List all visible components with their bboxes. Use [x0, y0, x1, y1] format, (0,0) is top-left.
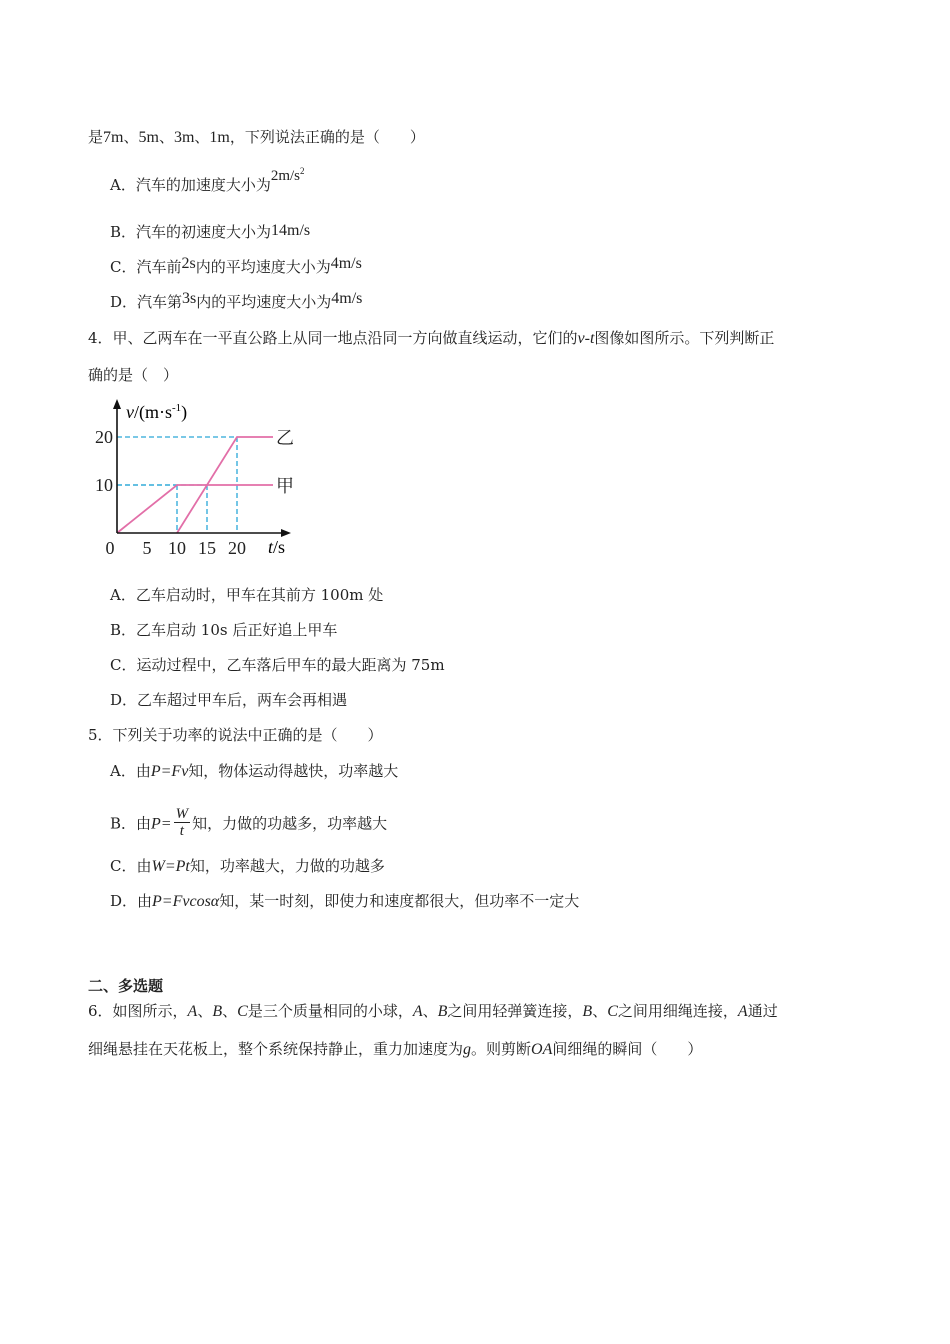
series-label-0: 甲	[276, 476, 294, 496]
q3-option-d-text-1: D．汽车第	[110, 293, 183, 311]
q3-stem-prefix: 是	[88, 128, 104, 146]
vt-chart	[90, 398, 310, 563]
q4-stem-vt: v-t	[577, 330, 595, 347]
y-tick-label-0: 10	[95, 475, 113, 495]
q3-option-a-unit: 2m/s	[270, 168, 301, 184]
q3-sep-3: 、	[194, 128, 210, 146]
q3-option-a-text: A．汽车的加速度大小为	[110, 176, 271, 194]
q3-option-d[interactable]	[110, 292, 362, 313]
q6-ball-a-3: A	[737, 1003, 748, 1020]
q3-sep-2: 、	[158, 128, 174, 146]
q5-option-c-formula: W=Pt	[151, 858, 190, 875]
q4-option-c[interactable]: C．运动过程中，乙车落后甲车的最大距离为 75m	[110, 656, 445, 674]
q5-option-d-suffix: 知，某一时刻，即使力和速度都很大，但功率不一定大	[219, 892, 580, 910]
q5-option-a-suffix: 知，物体运动得越快，功率越大	[188, 762, 399, 780]
q6-ball-b-2: B	[437, 1003, 448, 1020]
q4-stem-part-a: 4．甲、乙两车在一平直公路上从同一地点沿同一方向做直线运动，它们的	[88, 329, 578, 347]
q3-option-b-text: B．汽车的初速度大小为	[110, 223, 272, 241]
x-tick-label-3: 15	[198, 538, 216, 558]
y-axis-arrow	[113, 399, 121, 409]
x-tick-label-2: 10	[168, 538, 186, 558]
q3-option-a[interactable]	[110, 166, 305, 197]
q6-text-3: 之间用轻弹簧连接，	[447, 1002, 583, 1020]
q6-rope-oa: OA	[531, 1041, 553, 1058]
y-axis-label: $v/(m\cdot s^{-1})$	[126, 402, 188, 422]
q4-option-b[interactable]: B．乙车启动 10s 后正好追上甲车	[110, 621, 338, 639]
q3-option-b-value: 14m/s	[271, 222, 311, 239]
x-axis-arrow	[281, 529, 291, 537]
q3-option-c-text-2: 内的平均速度大小为	[195, 258, 331, 276]
q6-sep-4: 、	[592, 1002, 608, 1020]
q3-distance-2: 5m	[138, 129, 159, 146]
q5-option-b-prefix: B．由	[110, 814, 152, 833]
q5-option-b-fraction	[174, 806, 191, 839]
q6-text-2: 是三个质量相同的小球，	[247, 1002, 413, 1020]
q3-option-c-time: 2s	[181, 255, 196, 272]
q5-option-d[interactable]	[110, 891, 579, 912]
q5-option-b-denominator: t	[179, 823, 184, 839]
q6-ball-a: A	[187, 1003, 198, 1020]
q5-option-a-formula: P=Fv	[150, 763, 189, 780]
q6-sep-3: 、	[422, 1002, 438, 1020]
q3-stem	[88, 127, 425, 148]
y-tick-label-1: 20	[95, 427, 113, 447]
q6-ball-b: B	[212, 1003, 223, 1020]
x-tick-label-0: 0	[105, 538, 115, 558]
q6-ball-a-2: A	[412, 1003, 423, 1020]
chart-series	[117, 428, 294, 533]
q5-option-a[interactable]	[110, 761, 398, 782]
q6-line2-text-a: 细绳悬挂在天花板上，整个系统保持静止，重力加速度为	[88, 1040, 464, 1058]
q4-stem-line-2: 确的是（ ）	[88, 366, 179, 384]
x-axis-label: t/s	[268, 537, 286, 557]
q5-option-d-prefix: D．由	[110, 892, 153, 910]
q6-ball-c: C	[237, 1003, 248, 1020]
q6-sep-2: 、	[222, 1002, 238, 1020]
q6-ball-b-3: B	[582, 1003, 593, 1020]
q6-stem-line-1	[88, 1001, 778, 1022]
q3-distance-1: 7m	[103, 129, 124, 146]
q6-text-4: 之间用细绳连接，	[617, 1002, 738, 1020]
q5-option-b-lhs: P=	[151, 815, 172, 833]
q6-gravity-symbol: g	[463, 1041, 472, 1058]
q4-stem-line-1	[88, 328, 774, 349]
q3-option-c-text-1: C．汽车前	[110, 258, 182, 276]
q5-option-d-formula: P=Fvcosα	[152, 893, 220, 910]
x-tick-label-1: 5	[142, 538, 152, 558]
q3-option-a-exponent: 2	[300, 166, 305, 176]
q3-sep-1: 、	[123, 128, 139, 146]
q5-option-a-prefix: A．由	[110, 762, 151, 780]
q6-ball-c-2: C	[607, 1003, 618, 1020]
series-label-1: 乙	[276, 428, 294, 448]
q6-line2-text-b: 。则剪断	[471, 1040, 532, 1058]
q5-option-c-suffix: 知，功率越大，力做的功越多	[189, 857, 385, 875]
q3-option-d-value: 4m/s	[331, 290, 363, 307]
q3-option-a-value	[271, 168, 305, 184]
q4-option-a[interactable]: A．乙车启动时，甲车在其前方 100m 处	[110, 586, 384, 604]
q6-stem-line-2	[88, 1039, 702, 1060]
q3-option-d-time: 3s	[182, 290, 197, 307]
q6-line2-text-c: 间细绳的瞬间（ ）	[552, 1040, 703, 1058]
q5-stem: 5．下列关于功率的说法中正确的是（ ）	[88, 726, 383, 744]
q3-distance-4: 1m	[209, 129, 230, 146]
q4-option-d[interactable]: D．乙车超过甲车后，两车会再相遇	[110, 691, 348, 709]
q3-stem-suffix: ，下列说法正确的是（ ）	[229, 128, 425, 146]
q6-text-5: 通过	[747, 1002, 778, 1020]
q3-option-c-value: 4m/s	[330, 255, 362, 272]
q4-stem-part-b: 图像如图所示。下列判断正	[594, 329, 775, 347]
series-line-0	[117, 485, 273, 533]
q5-option-b-numerator: W	[175, 806, 189, 822]
section-2-title: 二、多选题	[88, 977, 164, 995]
q5-option-c-prefix: C．由	[110, 857, 152, 875]
q3-option-d-text-2: 内的平均速度大小为	[196, 293, 332, 311]
x-tick-label-4: 20	[228, 538, 246, 558]
q5-option-b-suffix: 知，力做的功越多，功率越大	[192, 814, 388, 833]
q6-text-1: 6．如图所示，	[88, 1002, 188, 1020]
q5-option-b[interactable]	[110, 808, 387, 841]
q3-option-b[interactable]	[110, 222, 310, 243]
q6-sep-1: 、	[197, 1002, 213, 1020]
q5-option-c[interactable]	[110, 856, 385, 877]
q3-option-c[interactable]	[110, 257, 362, 278]
q3-distance-3: 3m	[173, 129, 195, 146]
